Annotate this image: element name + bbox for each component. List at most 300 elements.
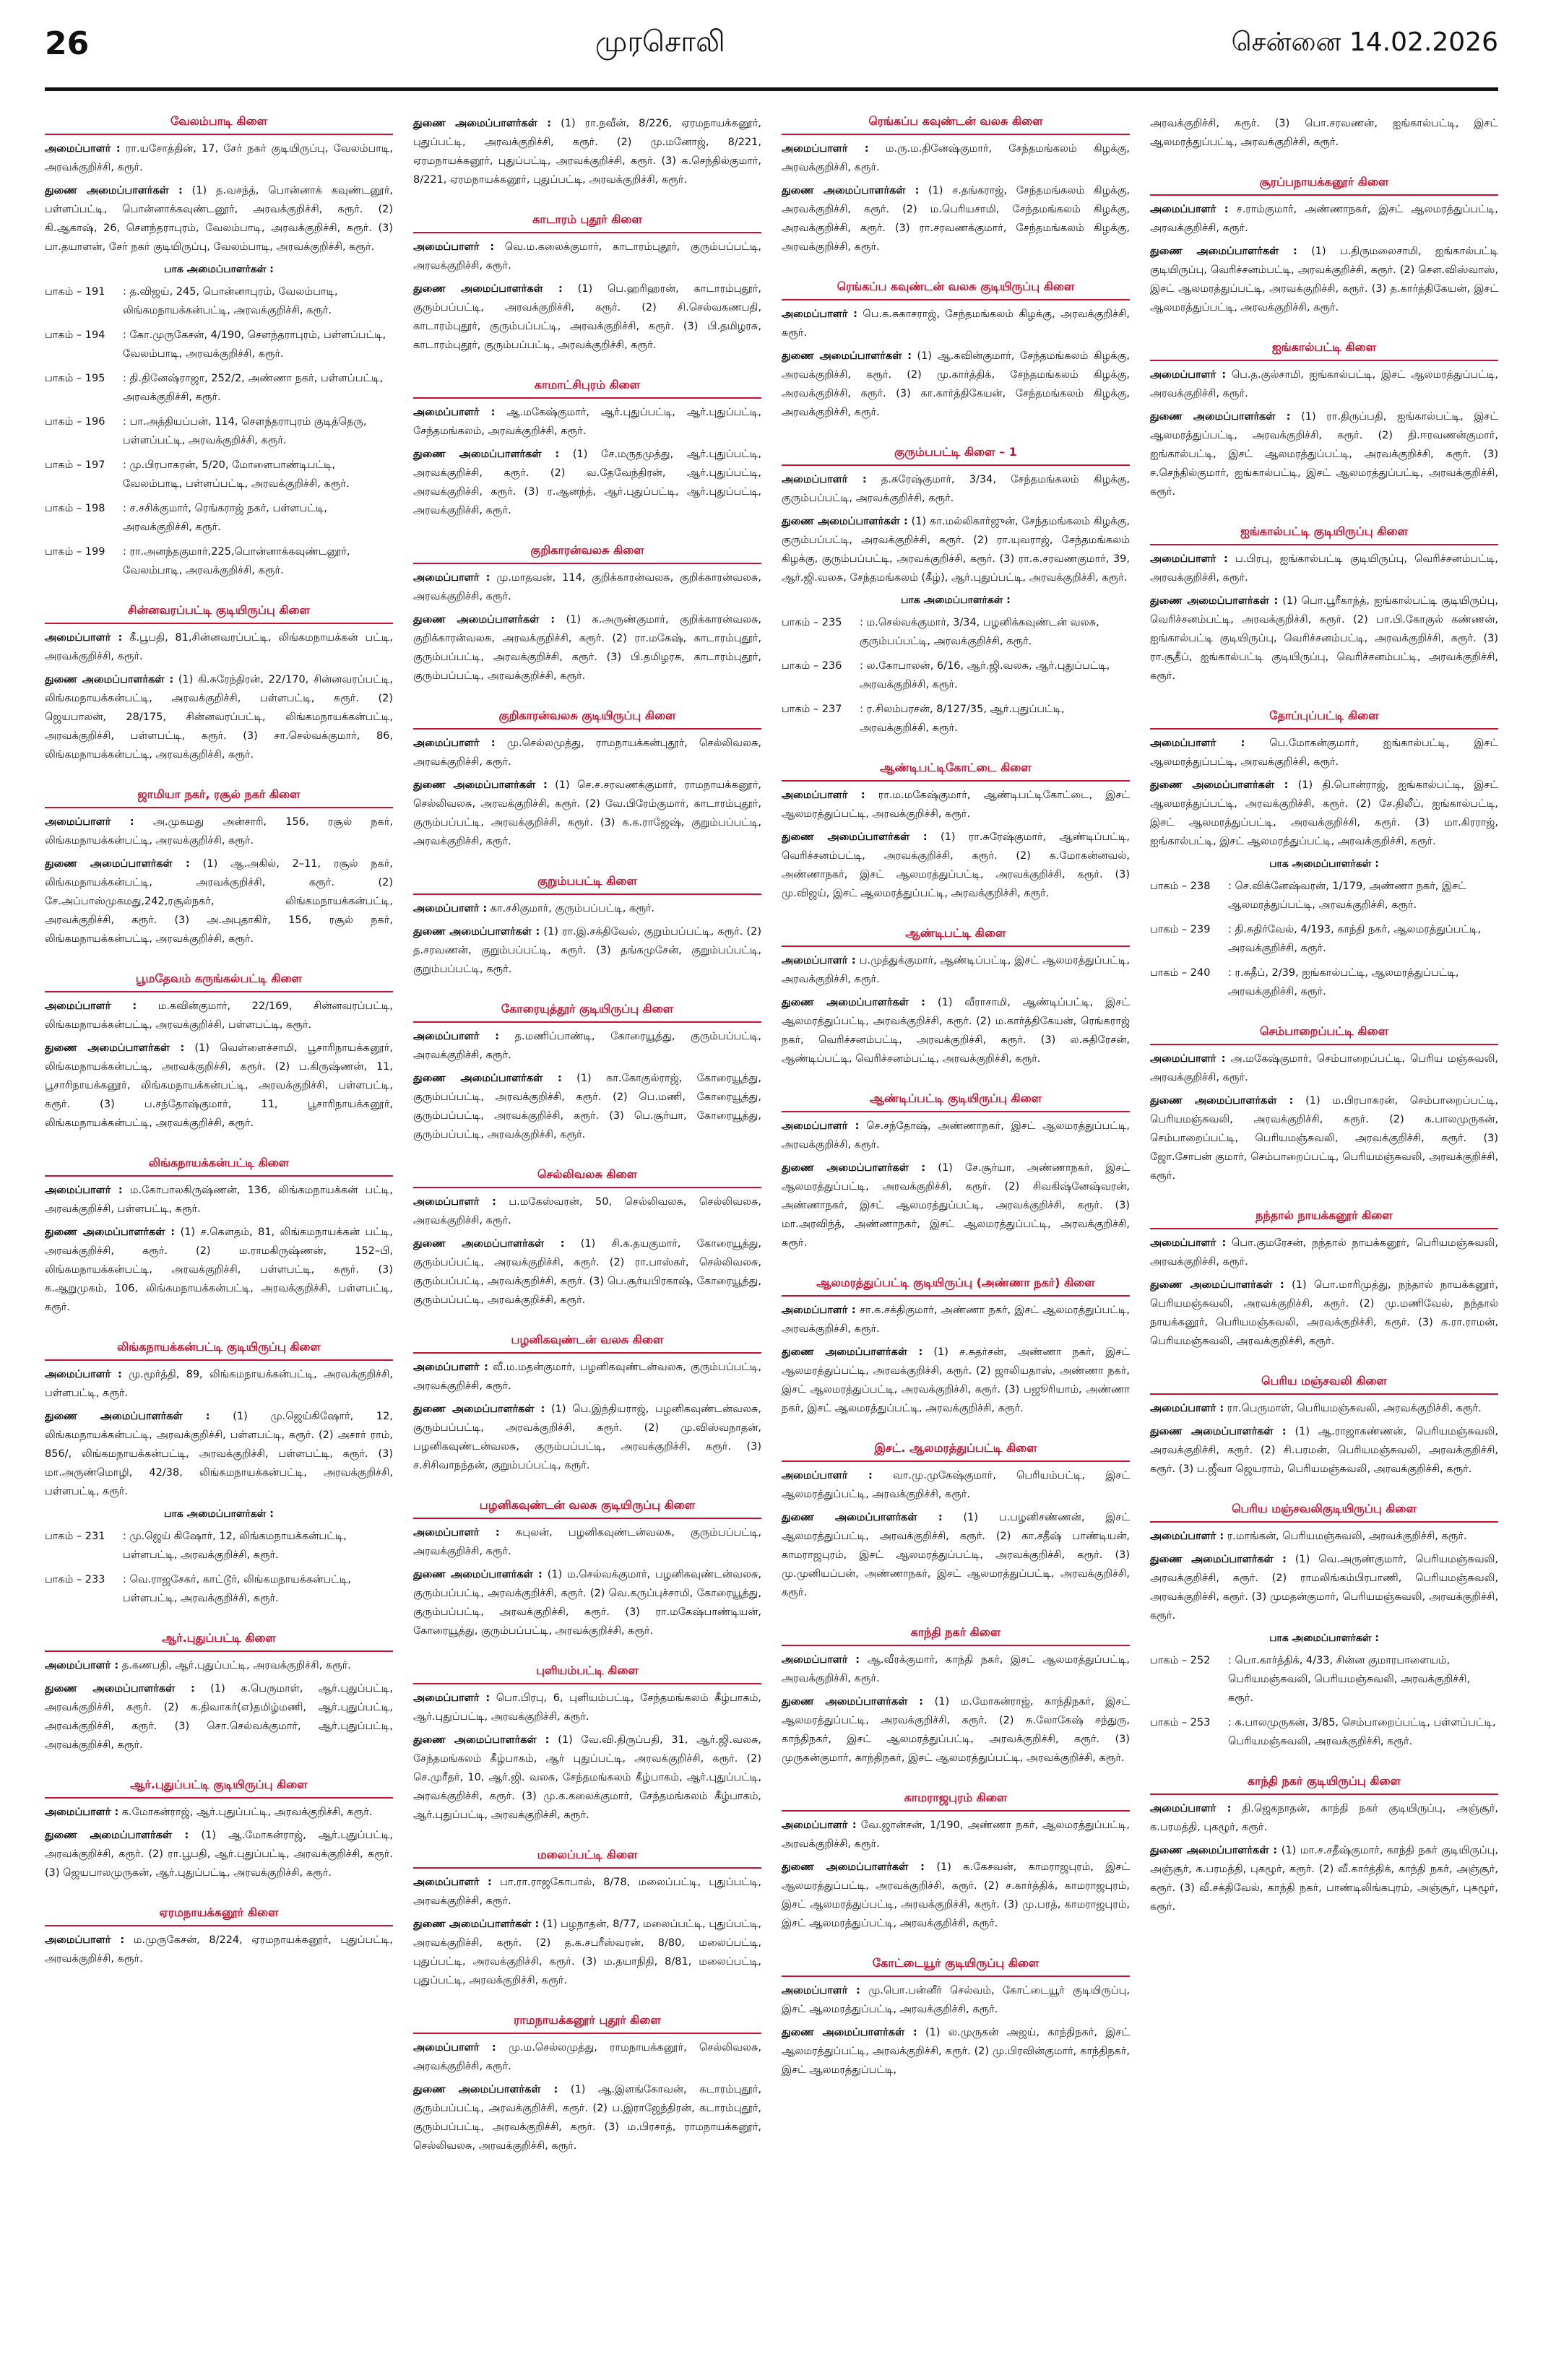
branch-paragraph [413,1358,761,1395]
branch-block [413,1328,761,1475]
role-text: (1) வெள்ளைச்சாமி, பூசாரிநாயக்கனூர், லிங்கமநாயக்கன்பட்டி, அரவக்குறிச்சி, கரூர். (2) ப.கிருஷ்ணன், 11, பூசாரிநாயக்கனூர், லிங்கமநாயக்கன்பட்டி, அரவக்குறிச்சி, பள்ளபட்டி, கரூர். (3) ப.சந்தோஷ்குமார், 11, பூசாரிநாயக்கனூர், லிங்கமநாயக்கன்பட்டி, அரவக்குறிச்சி, கரூர். [45,1042,393,1129]
branch-block [45,599,393,764]
booth-details: : தி.சுதிர்வேல், 4/193, காந்தி நகர், ஆலமரத்துப்பட்டி, அரவக்குறிச்சி, கரூர். [1228,924,1482,954]
role-label: துணை அமைப்பாளர்கள் : [1150,1279,1284,1291]
role-label: அமைப்பாளர் : [413,1877,492,1888]
branch-paragraph [45,1656,393,1675]
role-text: க.மோகன்ராஜ், ஆர்.புதுப்பட்டி, அரவக்குறிச்சி, கரூர். [121,1806,373,1818]
booth-details: : மு.பிரபாகரன், 5/20, மோளைபாண்டிபட்டி, வேலம்பாடி, பள்ளப்பட்டி, அரவக்குறிச்சி, கரூர். [123,459,350,490]
booth-number: பாகம் – 236 [782,660,842,672]
role-text: த.சுரேஷ்குமார், 3/34, சேந்தமங்கலம் கிழக்கு, குரும்பப்பட்டி, அரவக்குறிச்சி, கரூர். [782,474,1130,504]
role-label: துணை அமைப்பாளர்கள் : [45,1226,176,1238]
role-text: ப.மகேஸ்வரன், 50, செல்லிவலசு, செல்லிவலசு, அரவக்குறிச்சி, கரூர். [413,1196,761,1226]
branch-title: குறிகாரன்வலசு கிளை [413,539,761,564]
section-subheading: பாக அமைப்பாளர்கள் : [164,264,274,275]
branch-paragraph [413,114,761,189]
branch-paragraph [413,899,761,918]
booth-row [45,369,393,407]
branch-paragraph [45,670,393,764]
role-text: ப.பிரபு, ஐங்கால்பட்டி குடியிருப்பு, வெரிச்சனம்பட்டி, அரவக்குறிச்சி, கரூர். [1150,553,1498,584]
branch-title: ஆர்.புதுப்பட்டி கிளை [45,1627,393,1652]
branch-block [413,870,761,979]
role-text: பொ.குமரேசன், நந்தால் நாயக்கனூர், பெரியமஞ்சுவலி, அரவக்குறிச்சி, கரூர். [1150,1237,1498,1268]
role-text: (1) மா.ச.சதீஷ்குமார், காந்தி நகர் குடியிருப்பு, அஞ்சூர், க.பரமத்தி, புகழூர், கரூர். (2) வீ.கார்த்திக், காந்தி நகர், அஞ்சூர், கரூர். (3) வீ.சக்திவேல், காந்தி நகர், பாண்டிலிங்கபுரம், அஞ்சூர், புகழூர், கரூர். [1150,1845,1498,1913]
role-label: அமைப்பாளர் : [413,1692,490,1704]
role-label: அமைப்பாளர் : [782,1120,860,1132]
branch-block [782,1621,1130,1767]
branch-paragraph [1150,1422,1498,1479]
branch-block [45,1151,393,1317]
branch-paragraph [1150,1276,1498,1351]
booth-row [782,700,1130,737]
role-text: (1) பெ.ஹரிஹரன், காடாரம்புதூர், குரும்பப்பட்டி, அரவக்குறிச்சி, கரூர். (2) சி.செல்வகணபதி, காடாரம்புதூர், குரும்பப்பட்டி, அரவக்குறிச்சி, கரூர். (3) பி.தமிழரசு, காடாரம்புதூர், குரும்பப்பட்டி, அரவக்குறிச்சி, கரூர். [413,283,761,351]
role-label: துணை அமைப்பாளர்கள் : [782,831,928,843]
branch-paragraph [413,1689,761,1726]
booth-row [1150,877,1498,914]
role-label: துணை அமைப்பாளர்கள் : [413,614,556,626]
role-label: துணை அமைப்பாளர்கள் : [782,2027,917,2038]
branch-paragraph [413,1873,761,1911]
branch-paragraph [782,786,1130,823]
branch-paragraph [782,139,1130,177]
role-text: (1) க.பெருமாள், ஆர்.புதுப்பட்டி, அரவக்குறிச்சி, கரூர். (2) க.திவாகர்(எ)தமிழ்மணி, ஆர்.புதுப்பட்டி, அரவக்குறிச்சி, கரூர். (3) சொ.செல்வக்குமார், ஆர்.புதுப்பட்டி, அரவக்குறிச்சி, கரூர். [45,1683,393,1751]
branch-block [413,373,761,520]
role-label: அமைப்பாளர் : [45,1185,123,1196]
role-label: துணை அமைப்பாளர்கள் : [1150,779,1289,791]
branch-title: ஐங்கால்பட்டி குடியிருப்பு கிளை [1150,520,1498,545]
role-text: வெ.ம.கலைக்குமார், காடாரம்புதூர், குரும்பப்பட்டி, அரவக்குறிச்சி, கரூர். [413,241,761,272]
branch-paragraph [782,1117,1130,1154]
role-text: அ.முகமது அன்சாரி, 156, ரசூல் நகர், லிங்கமநாயக்கன்பட்டி, அரவக்குறிச்சி, கரூர். [45,816,393,847]
role-label: துணை அமைப்பாளர்கள் : [413,118,552,129]
branch-block [413,1843,761,1990]
branch-title: மலைப்பட்டி கிளை [413,1843,761,1869]
section-subheading: பாக அமைப்பாளர்கள் : [1269,1632,1379,1644]
role-label: அமைப்பாளர் : [413,737,496,749]
role-text: (1) ச.தங்கராஜ், சேந்தமங்கலம் கிழக்கு, அரவக்குறிச்சி, கரூர். (2) ம.பெரியசாமி, சேந்தமங்கலம் கிழக்கு, அரவக்குறிச்சி, கரூர். (3) ரா.சரவணக்குமார், சேந்தமங்கலம் கிழக்கு, அரவக்குறிச்சி, கரூர். [782,185,1130,253]
booth-number: பாகம் – 199 [45,546,105,558]
role-label: துணை அமைப்பாளர்கள் : [1150,1845,1278,1856]
role-text: ம.ரு.ம.தினேஷ்குமார், சேந்தமங்கலம் கிழக்கு, அரவக்குறிச்சி, கரூர். [782,143,1130,173]
branch-title: பெரிய மஞ்சவலிகுடியிருப்பு கிளை [1150,1497,1498,1523]
role-label: துணை அமைப்பாளர்கள் : [413,1073,562,1084]
branch-paragraph [413,1523,761,1561]
role-label: அமைப்பாளர் : [45,1369,122,1380]
branch-title: காமாட்சிபுரம் கிளை [413,373,761,399]
booth-details: : பொ.கார்த்திக், 4/33, சின்ன குமாரபாளையம், பெரியமஞ்சுவலி, பெரியமஞ்சுவலி, அரவக்குறிச்சி, கரூர். [1228,1655,1471,1704]
booth-number: பாகம் – 252 [1150,1655,1211,1666]
column-1 [45,110,393,2353]
branch-paragraph [1150,1550,1498,1625]
role-text: பெ.த.குல்சாமி, ஐங்கால்பட்டி, இசட் ஆலமரத்துப்பட்டி, அரவக்குறிச்சி, கரூர். [1150,369,1498,399]
role-text: (1) பெ.இந்தியராஜ், பழனிகவுண்டன்வலசு, குரும்பப்பட்டி, அரவக்குறிச்சி, கரூர். (2) மு.விஸ்வநாதன், பழனிகவுண்டன்வலசு, குரும்பப்பட்டி, அரவக்குறிச்சி, கரூர். (3) ச.சிசிவாநந்தன், குறும்பப்பட்டி, கரூர். [413,1403,761,1471]
branch-title: காந்தி நகர் குடியிருப்பு கிளை [1150,1770,1498,1795]
role-label: துணை அமைப்பாளர்கள் : [1150,246,1297,257]
branch-title: கோரையுத்தூர் குடியிருப்பு கிளை [413,998,761,1023]
branch-block [1150,1020,1498,1185]
page-number: 26 [45,25,90,62]
branch-block [413,208,761,355]
role-text: பொ.பிரபு, 6, புளியம்பட்டி, சேந்தமங்கலம் கீழ்பாகம், ஆர்.புதுப்பட்டி, அரவக்குறிச்சி, கரூர். [413,1692,761,1723]
branch-paragraph [782,1466,1130,1504]
booth-row [45,282,393,320]
booth-details: : ரா.அனந்தகுமார்,225,பொன்னாக்கவுண்டனூர், வேலம்பாடி, அரவக்குறிச்சி, கரூர். [123,546,350,576]
branch-paragraph [1150,1091,1498,1185]
branch-paragraph [45,813,393,850]
branch-block [1150,1369,1498,1479]
role-text: (1) ஆ.அகில், 2–11, ரசூல் நகர், லிங்கமநாயக்கன்பட்டி, அரவக்குறிச்சி, கரூர். (2) சே.அப்பாஸ்முகமது,242,ரசூல்நகர், லிங்கமநாயக்கன்பட்டி, அரவக்குறிச்சி, கரூர். (3) அ.அபுதாகிர், 156, ரசூல் நகர், லிங்கமநாயக்கன்பட்டி, அரவக்குறிச்சி, கரூர். [45,858,393,945]
branch-title: சூரப்பநாயக்கனூர் கிளை [1150,170,1498,196]
branch-block [782,922,1130,1068]
role-text: (1) ல.முருகன் அஜய், காந்திநகர், இசட் ஆலமரத்துப்பட்டி, அரவக்குறிச்சி, கரூர். (2) மு.பிரவின்குமார், காந்திநகர், இசட் ஆலமரத்துப்பட்டி, [782,2027,1130,2076]
branch-title: ஆண்டிப்பட்டி குடியிருப்பு கிளை [782,1087,1130,1112]
branch-paragraph [1150,114,1498,152]
booth-details: : ல.கோபாலன், 6/16, ஆர்.ஜி.வலசு, ஆர்.புதுப்பட்டி, அரவக்குறிச்சி, கரூர். [860,660,1110,691]
section-subheading: பாக அமைப்பாளர்கள் : [901,594,1011,606]
branch-block [45,967,393,1133]
role-text: (1) ச.சுதர்சன், அண்ணா நகர், இசட் ஆலமரத்துப்பட்டி, அரவக்குறிச்சி, கரூர். (2) ஜாலியதாஸ், அண்ணா நகர், இசட் ஆலமரத்துப்பட்டி, அரவக்குறிச்சி, கரூர். (3) பஜூரியாம், அண்ணா நகர், இசட் ஆலமரத்துப்பட்டி, அரவக்குறிச்சி, கரூர். [782,1346,1130,1414]
booth-details: : கோ.முருகேசன், 4/190, சௌந்தராபுரம், பள்ளப்பட்டி, வேலம்பாடி, அரவக்குறிச்சி, கரூர். [123,329,386,360]
branch-paragraph [1150,550,1498,587]
branch-block [413,2009,761,2155]
role-text: (1) சே.மருதமுத்து, ஆர்.புதுப்பட்டி, அரவக்குறிச்சி, கரூர். (2) வ.தேவேந்திரன், ஆர்.புதுப்பட்டி, அரவக்குறிச்சி, கரூர். (3) ர.ஆனந்த், ஆர்.புதுப்பட்டி, ஆர்.புதுப்பட்டி, அரவக்குறிச்சி, கரூர். [413,449,761,516]
role-text: (1) ம.மோகன்ராஜ், காந்திநகர், இசட் ஆலமரத்துப்பட்டி, அரவக்குறிச்சி, கரூர். (2) சு.லோகேஷ் சந்துரு, காந்திநகர், இசட் ஆலமரத்துப்பட்டி, அரவக்குறிச்சி, கரூர். (3) முருகன்குமார், காந்திநகர், இசட் ஆலமரத்துப்பட்டி, அரவக்குறிச்சி, கரூர். [782,1696,1130,1764]
branch-title: நந்தால் நாயக்கனூர் கிளை [1150,1204,1498,1229]
role-text: (1) ப.பழனிசண்ணன், இசட் ஆலமரத்துப்பட்டி, அரவக்குறிச்சி, கரூர். (2) கா.சதீஷ் பாண்டியன், காமராஜபுரம், இசட் ஆலமரத்துப்பட்டி, அரவக்குறிச்சி, கரூர். (3) மு.முனியப்பன், அண்ணாநகர், இசட் ஆலமரத்துப்பட்டி, அரவக்குறிச்சி, கரூர். [782,1512,1130,1598]
role-text: (1) ஆ.கவின்குமார், சேந்தமங்கலம் கிழக்கு, அரவக்குறிச்சி, கரூர். (2) மு.கார்த்திக், சேந்தமங்கலம் கிழக்கு, அரவக்குறிச்சி, கரூர். (3) கா.கார்த்திகேயன், சேந்தமங்கலம் கிழக்கு, அரவக்குறிச்சி, கரூர். [782,350,1130,418]
branch-title: கோட்டையூர் குடியிருப்பு கிளை [782,1952,1130,1977]
role-label: அமைப்பாளர் : [782,143,869,155]
branch-block [1150,114,1498,152]
branch-block [413,704,761,851]
role-text: (1) த.வசந்த், பொன்னாக் கவுண்டனூர், பள்ளப்பட்டி, பொன்னாக்கவுண்டனூர், அரவக்குறிச்சி, கரூர். (2) கி.ஆகாஷ், 26, சௌந்தராபுரம், வேலம்பாடி, அரவக்குறிச்சி, கரூர். (3) பா.தயாளன், சேர் நகர் குடியிருப்பு, வேலம்பாடி, அரவக்குறிச்சி, கரூர். [45,185,393,253]
branch-title: காமராஜபுரம் கிளை [782,1786,1130,1812]
branch-paragraph [782,828,1130,903]
role-text: ஆ.வீரக்குமார், காந்தி நகர், இசட் ஆலமரத்துப்பட்டி, அரவக்குறிச்சி, கரூர். [782,1654,1130,1684]
branch-title: இசட். ஆலமரத்துப்பட்டி கிளை [782,1437,1130,1462]
role-text: (1) வீராசாமி, ஆண்டிப்பட்டி, இசட் ஆலமரத்துப்பட்டி, அரவக்குறிச்சி, கரூர். (2) ம.கார்த்திகேயன், ரெங்கராஜ் நகர், வெரிச்சனம்பட்டி, அரவக்குறிச்சி, கரூர். (3) ல.சுதிரேசன், ஆண்டிப்பட்டி, வெரிச்சனம்பட்டி, அரவக்குறிச்சி, கரூர். [782,997,1130,1065]
role-label: துணை அமைப்பாளர்கள் : [1150,1554,1287,1565]
branch-paragraph [782,1159,1130,1252]
branch-title: பழனிகவுண்டன் வலசு கிளை [413,1328,761,1354]
booth-number: பாகம் – 231 [45,1531,105,1542]
role-text: கீ.பூபதி, 81,சின்னவரப்பட்டி, லிங்கமநாயக்கன் பட்டி, அரவக்குறிச்சி, கரூர். [45,632,393,662]
branch-block [413,114,761,189]
booth-number: பாகம் – 196 [45,416,105,428]
role-label: அமைப்பாளர் : [1150,204,1229,215]
role-label: அமைப்பாளர் : [413,407,496,418]
branch-paragraph [45,1826,393,1882]
branch-block [413,539,761,685]
role-label: துணை அமைப்பாளர்கள் : [782,1512,943,1523]
branch-block [413,1659,761,1825]
branch-title: லிங்கநாயக்கன்பட்டி குடியிருப்பு கிளை [45,1336,393,1361]
branch-paragraph [45,628,393,666]
branch-block [782,1786,1130,1933]
branch-paragraph [1150,1234,1498,1271]
role-text: த.கணபதி, ஆர்.புதுப்பட்டி, அரவக்குறிச்சி, கரூர். [121,1660,351,1671]
role-label: அமைப்பாளர் : [45,1806,119,1818]
branch-title: குறும்பபட்டி கிளை [413,870,761,895]
booth-details: : வெ.ராஜசேகர், காட்டூர், லிங்கமநாயக்கன்பட்டி, பள்ளபட்டி, அரவக்குறிச்சி, கரூர். [123,1574,351,1604]
branch-paragraph [413,280,761,355]
branch-paragraph [413,1193,761,1230]
branch-block [1150,704,1498,1001]
branch-paragraph [1150,1799,1498,1837]
booth-details: : தி.தினேஷ்ராஜா, 252/2, அண்ணா நகர், பள்ளப்பட்டி, அரவக்குறிச்சி, கரூர். [123,373,384,403]
booth-row [45,499,393,537]
role-text: த.மணிப்பாண்டி, கோரையூத்து, குரும்பப்பட்டி, அரவக்குறிச்சி, கரூர். [413,1031,761,1061]
branch-title: பெரிய மஞ்சவலி கிளை [1150,1369,1498,1395]
branch-paragraph [782,347,1130,422]
column-3 [782,110,1130,2353]
branch-paragraph [1150,365,1498,403]
branch-title: ஆண்டிபட்டி கிளை [782,922,1130,947]
role-text: (1) ரா.நவீன், 8/226, ஏரமநாயக்கனூர், புதுப்பட்டி, அரவக்குறிச்சி, கரூர். (2) மு.மனோஜ், 8/221, ஏரமநாயக்கனூர், புதுப்பட்டி, அரவக்குறிச்சி, கரூர். (3) க.செந்தில்குமார், 8/221, ஏரமநாயக்கனூர், புதுப்பட்டி, அரவக்குறிச்சி, கரூர். [413,118,761,186]
booth-number: பாகம் – 240 [1150,967,1211,979]
branch-title: குரும்பபட்டி கிளை – 1 [782,441,1130,466]
booth-details: : ர.சிலம்பரசன், 8/127/35, ஆர்.புதுப்பட்டி, அரவக்குறிச்சி, கரூர். [860,704,1065,734]
booth-details: : ர.சுதீப், 2/39, ஐங்கால்பட்டி, ஆலமரத்துப்பட்டி, அரவக்குறிச்சி, கரூர். [1228,967,1459,998]
role-text: (1) கா.கோகுல்ராஜ், கோரையூத்து, குரும்பப்பட்டி, அரவக்குறிச்சி, கரூர். (2) பெ.மணி, கோரையூத்து, குரும்பப்பட்டி, அரவக்குறிச்சி, கரூர். (3) பெ.சூர்யா, கோரையூத்து, குரும்பப்பட்டி, அரவக்குறிச்சி, கரூர். [413,1073,761,1141]
role-label: துணை அமைப்பாளர்கள் : [45,858,190,870]
role-text: (1) மு.ஜெய்கிஷோர், 12, லிங்கமநாயக்கன்பட்டி, அரவக்குறிச்சி, பள்ளபட்டி, கரூர். (2) அசார் ராம், 856/, லிங்கமநாயக்கன்பட்டி, அரவக்குறிச்சி, பள்ளபட்டி, கரூர். (3) மா.அருண்மொழி, 42/38, லிங்கமநாயக்கன்பட்டி, அரவக்குறிச்சி, பள்ளபட்டி, கரூர். [45,1411,393,1497]
role-label: துணை அமைப்பாளர்கள் : [782,350,912,362]
role-label: அமைப்பாளர் : [413,1031,500,1042]
newspaper-name: முரசொலி [595,25,725,59]
branch-paragraph [413,1234,761,1310]
branch-paragraph [782,2023,1130,2080]
branch-block [45,110,393,580]
role-text: மு.மாதவன், 114, குறிக்காரன்வலசு, குறிக்காரன்வலசு, அரவக்குறிச்சி, கரூர். [413,572,761,602]
booth-row [45,1570,393,1608]
branch-paragraph [413,1400,761,1475]
role-label: துணை அமைப்பாளர்கள் : [413,2084,558,2095]
branch-paragraph [413,1565,761,1640]
branch-paragraph [782,181,1130,256]
role-label: அமைப்பாளர் : [45,816,134,828]
branch-title: தோப்புப்பட்டி கிளை [1150,704,1498,730]
branch-paragraph [45,1407,393,1501]
branch-paragraph [1150,1399,1498,1418]
booth-row [782,613,1130,651]
role-label: அமைப்பாளர் : [1150,737,1245,749]
branch-title: ரெங்கப்ப கவுண்டன் வலசு குடியிருப்பு கிளை [782,275,1130,300]
role-text: ரா.யசோத்தின், 17, சேர் நகர் குடியிருப்பு, வேலம்பாடி, அரவக்குறிச்சி, கரூர். [45,143,393,173]
branch-paragraph [413,568,761,606]
booth-row [1150,920,1498,958]
edition-date: சென்னை 14.02.2026 [1231,27,1498,57]
role-label: துணை அமைப்பாளர்கள் : [1150,1095,1294,1107]
branch-block [1150,336,1498,501]
branch-block [413,998,761,1144]
role-text: (1) ஆ.இளங்கோவன், கடாரம்புதூர், குரும்பப்பட்டி, அரவக்குறிச்சி, கரூர். (2) ப.இராஜேந்திரன், கடாரம்புதூர், குரும்பப்பட்டி, அரவக்குறிச்சி, கரூர். (3) ம.பிரசாத், ராமநாயக்கனூர், செல்லிவலசு, அரவக்குறிச்சி, கரூர். [413,2084,761,2152]
branch-paragraph [1150,1527,1498,1546]
role-label: அமைப்பாளர் : [782,1985,860,1996]
role-text: வா.மு.முகேஷ்குமார், பெரியம்பட்டி, இசட் ஆலமரத்துப்பட்டி, அரவக்குறிச்சி, கரூர். [782,1470,1130,1500]
booth-number: பாகம் – 191 [45,286,105,298]
branch-paragraph [782,512,1130,587]
role-label: அமைப்பாளர் : [45,1000,137,1012]
booth-details: : மு.ஜெய் கிஷோர், 12, லிங்கமநாயக்கன்பட்டி, பள்ளபட்டி, அரவக்குறிச்சி, கரூர். [123,1531,347,1561]
section-subheading: பாக அமைப்பாளர்கள் : [164,1508,274,1520]
branch-paragraph [413,2080,761,2155]
branch-paragraph [782,1650,1130,1688]
branch-block [782,1271,1130,1418]
branch-paragraph [45,139,393,177]
branch-paragraph [782,1858,1130,1933]
branch-title: காந்தி நகர் கிளை [782,1621,1130,1646]
role-label: அமைப்பாளர் : [413,1362,488,1373]
role-label: அமைப்பாளர் : [413,241,495,253]
branch-title: புளியம்பட்டி கிளை [413,1659,761,1684]
branch-title: செல்லிவலசு கிளை [413,1163,761,1188]
role-label: துணை அமைப்பாளர்கள் : [1150,411,1291,423]
role-text: ரா.பெருமாள், பெரியமஞ்சுவலி, அரவக்குறிச்சி, கரூர். [1227,1403,1482,1414]
branch-block [782,1437,1130,1602]
branch-block [1150,1497,1498,1751]
branch-block [1150,520,1498,685]
role-label: துணை அமைப்பாளர்கள் : [413,1403,545,1415]
role-text: (1) ம.பிரபாகரன், செம்பாறைப்பட்டி, பெரியமஞ்சுவலி, அரவக்குறிச்சி, கரூர். (2) க.பாலமுருகன், செம்பாறைப்பட்டி, பெரியமஞ்சுவலி, அரவக்குறிச்சி, கரூர். (3) ஜோ.சோபன் குமார், செம்பாறைப்பட்டி, பெரியமஞ்சுவலி, அரவக்குறிச்சி, கரூர். [1150,1095,1498,1182]
branch-paragraph [413,1027,761,1065]
role-text: பெ.க.சுகாசராஜ், சேந்தமங்கலம் கிழக்கு, அரவக்குறிச்சி, கரூர். [782,308,1130,339]
booth-details: : பா.அத்தியப்பன், 114, சௌந்தராபுரம் குடித்தெரு, பள்ளப்பட்டி, அரவக்குறிச்சி, கரூர். [123,416,367,446]
role-text: (1) வே.வி.திருப்பதி, 31, ஆர்.ஜி.வலசு, சேந்தமங்கலம் கீழ்பாகம், ஆர் புதுப்பட்டி, அரவக்குறிச்சி, கரூர். (2) செ.முரீதர், 10, ஆர்.ஜி. வலசு, சேந்தமங்கலம் கீழ்பாகம், ஆர்.புதுப்பட்டி, அரவக்குறிச்சி, கரூர். (3) மு.க.கலைக்குமார், சேந்தமங்கலம் கீழ்பாகம், ஆர்.புதுப்பட்டி, அரவக்குறிச்சி, கரூர். [413,1734,761,1821]
branch-title: பூமதேவம் கருங்கல்பட்டி கிளை [45,967,393,992]
role-label: துணை அமைப்பாளர்கள் : [782,1696,924,1708]
branch-block [1150,170,1498,317]
role-text: (1) சே.சூர்யா, அண்ணாநகர், இசட் ஆலமரத்துப்பட்டி, அரவக்குறிச்சி, கரூர். (2) சிவகிஷ்னேஷ்வரன், அண்ணாநகர், இசட் ஆலமரத்துப்பட்டி, அரவக்குறிச்சி, கரூர். (3) மா.அரவிந்த், அண்ணாநகர், இசட் ஆலமரத்துப்பட்டி, அரவக்குறிச்சி, கரூர். [782,1162,1130,1249]
role-text: ஆ.மகேஷ்குமார், ஆர்.புதுப்பட்டி, ஆர்.புதுப்பட்டி, சேந்தமங்கலம், அரவக்குறிச்சி, கரூர். [413,407,761,437]
role-text: சா.க.சக்திகுமார், அண்ணா நகர், இசட் ஆலமரத்துப்பட்டி, அரவக்குறிச்சி, கரூர். [782,1304,1130,1335]
role-text: ப.முத்துக்குமார், ஆண்டிப்பட்டி, இசட் ஆலமரத்துப்பட்டி, அரவக்குறிச்சி, கரூர். [782,955,1130,985]
branch-paragraph [45,997,393,1034]
role-label: அமைப்பாளர் : [413,572,490,584]
branch-paragraph [782,1816,1130,1853]
branch-title: பழனிகவுண்டன் வலசு குடியிருப்பு கிளை [413,1494,761,1519]
branch-paragraph [413,1915,761,1990]
role-label: அமைப்பாளர் : [782,1654,860,1666]
role-label: அமைப்பாளர் : [413,1527,500,1539]
role-label: அமைப்பாளர் : [782,1819,857,1831]
branch-block [45,1901,393,1968]
role-label: துணை அமைப்பாளர்கள் : [45,674,174,685]
branch-paragraph [45,1223,393,1317]
branch-paragraph [782,1343,1130,1418]
booth-row [1150,1713,1498,1751]
column-4 [1150,110,1498,2353]
branch-paragraph [413,1069,761,1144]
role-label: அமைப்பாளர் : [1150,1531,1224,1542]
role-text: மு.ம.செல்லமுத்து, ராமநாயக்கனூர், செல்லிவலசு, அரவக்குறிச்சி, கரூர். [413,2042,761,2072]
booth-row [45,456,393,493]
branch-paragraph [45,1365,393,1403]
role-label: துணை அமைப்பாளர்கள் : [413,449,560,460]
role-label: துணை அமைப்பாளர்கள் : [782,997,925,1008]
branch-title: ஆண்டிபட்டிகோட்டை கிளை [782,756,1130,782]
role-label: துணை அமைப்பாளர்கள் : [45,1411,210,1422]
booth-number: பாகம் – 195 [45,373,105,384]
role-label: அமைப்பாளர் : [45,632,123,644]
role-text: ரா.ம.மகேஷ்குமார், ஆண்டிபட்டிகோட்டை, இசட் ஆலமரத்துப்பட்டி, அரவக்குறிச்சி, கரூர். [782,789,1130,820]
role-label: துணை அமைப்பாளர்கள் : [782,1346,923,1358]
role-label: துணை அமைப்பாளர்கள் : [782,1861,925,1873]
branch-paragraph [782,951,1130,989]
role-text: (1) ரா.இ.சக்திவேல், குறும்பப்பட்டி, கரூர். (2) த.சரவணன், குறும்பப்பட்டி, கரூர். (3) தங்கமுசேன், குறும்பப்பட்டி, குறும்பப்பட்டி, கரூர். [413,926,761,975]
booth-number: பாகம் – 238 [1150,880,1211,892]
role-text: (1) தி.பொன்ராஜ், ஐங்கால்பட்டி, இசட் ஆலமரத்துப்பட்டி, அரவக்குறிச்சி, கரூர். (2) சே.திலீப், ஐங்கால்பட்டி, இசட் ஆலமரத்துப்பட்டி, அரவக்குறிச்சி, கரூர். (3) மா.கிரராஜ், ஐங்கால்பட்டி, இசட் ஆலமரத்துப்பட்டி, அரவக்குறிச்சி, கரூர். [1150,779,1498,847]
role-label: அமைப்பாளர் : [1150,1237,1227,1249]
branch-paragraph [413,2038,761,2076]
branch-paragraph [782,1508,1130,1602]
branch-block [45,1627,393,1754]
role-text: (1) க.கேசவன், காமராஜபுரம், இசட் ஆலமரத்துப்பட்டி, அரவக்குறிச்சி, கரூர். (2) ச.கார்த்திக், காமராஜபுரம், இசட் ஆலமரத்துப்பட்டி, அரவக்குறிச்சி, கரூர். (3) மு.பரத், காமராஜபுரம், இசட் ஆலமரத்துப்பட்டி, அரவக்குறிச்சி, கரூர். [782,1861,1130,1929]
role-text: பா.ரா.ராஜகோபால், 8/78, மலைப்பட்டி, புதுப்பட்டி, அரவக்குறிச்சி, கரூர். [413,1877,761,1907]
role-text: (1) ப.திருமலைசாமி, ஐங்கால்பட்டி குடியிருப்பு, வெரிச்சனம்பட்டி, அரவக்குறிச்சி, கரூர். (2) சௌ.விஸ்வாஸ், இசட் ஆலமரத்துப்பட்டி, அரவக்குறிச்சி, கரூர். (3) த.கார்த்திகேயன், இசட் ஆலமரத்துப்பட்டி, அரவக்குறிச்சி, கரூர். [1150,246,1498,313]
branch-title: ரெங்கப்ப கவுண்டன் வலசு கிளை [782,110,1130,135]
branch-block [45,1773,393,1882]
role-label: அமைப்பாளர் : [413,903,488,914]
branch-paragraph [782,470,1130,508]
branch-paragraph [413,1731,761,1825]
role-label: துணை அமைப்பாளர்கள் : [413,1734,550,1746]
role-label: துணை அமைப்பாளர்கள் : [413,1569,543,1580]
role-text: (1) ஆ.ராஜாகண்ணன், பெரியமஞ்சுவலி, அரவக்குறிச்சி, கரூர். (2) சி.பரமன், பெரியமஞ்சுவலி, அரவக்குறிச்சி, கரூர். (3) ப.ஜீவா ஜெயராம், பெரியமஞ்சுவலி, அரவக்குறிச்சி, கரூர். [1150,1426,1498,1475]
role-label: துணை அமைப்பாளர்கள் : [1150,595,1279,607]
branch-paragraph [1150,242,1498,317]
booth-number: பாகம் – 194 [45,329,105,341]
role-text: (1) ரா.திருப்பதி, ஐங்கால்பட்டி, இசட் ஆலமரத்துப்பட்டி, அரவக்குறிச்சி, கரூர். (2) தி.ஈரவணன்குமார், ஐங்கால்பட்டி, இசட் ஆலமரத்துப்பட்டி, அரவக்குறிச்சி, கரூர். (3) ச.செந்தில்குமார், ஐங்கால்பட்டி, இசட் ஆலமரத்துப்பட்டி, அரவக்குறிச்சி, கரூர். [1150,411,1498,498]
branch-paragraph [782,1981,1130,2019]
branch-paragraph [1150,776,1498,851]
branch-paragraph [413,922,761,979]
role-text: பெ.மோகன்குமார், ஐங்கால்பட்டி, இசட் ஆலமரத்துப்பட்டி, அரவக்குறிச்சி, கரூர். [1150,737,1498,768]
role-text: (1) வெ.அருண்குமார், பெரியமஞ்சுவலி, அரவக்குறிச்சி, கரூர். (2) ராமலிங்கம்பிரபாணி, பெரியமஞ்சுவலி, அரவக்குறிச்சி, கரூர். (3) முமதன்குமார், பெரியமஞ்சுவலி, அரவக்குறிச்சி, கரூர். [1150,1554,1498,1622]
branch-block [782,275,1130,422]
booth-row [45,326,393,363]
role-text: வீ.ம.மதன்குமார், பழனிகவுண்டன்வலசு, குரும்பப்பட்டி, அரவக்குறிச்சி, கரூர். [413,1362,761,1392]
role-text: வே.ஜான்சன், 1/190, அண்ணா நகர், ஆலமரத்துப்பட்டி, அரவக்குறிச்சி, கரூர். [782,1819,1130,1850]
role-text: (1) செ.ச.சரவணக்குமார், ராமநாயக்கனூர், செல்லிவலசு, அரவக்குறிச்சி, கரூர். (2) வே.பிரேம்குமார், காடாரம்புதூர், குரும்பப்பட்டி, அரவக்குறிச்சி, கரூர். (3) க.க.ராஜேஷ், குறும்பப்பட்டி, அரவக்குறிச்சி, கரூர். [413,779,761,847]
branch-block [1150,1204,1498,1351]
role-label: அமைப்பாளர் : [782,308,857,320]
branch-block [413,1163,761,1310]
role-label: அமைப்பாளர் : [413,2042,496,2054]
role-label: அமைப்பாளர் : [1150,1403,1224,1414]
branch-paragraph [413,445,761,520]
role-text: (1) ஆ.மோகன்ராஜ், ஆர்.புதுப்பட்டி, அரவக்குறிச்சி, கரூர். (2) ரா.பூபதி, ஆர்.புதுப்பட்டி, அரவக்குறிச்சி, கரூர். (3) ஜெயபாலமுருகன், ஆர்.புதுப்பட்டி, அரவக்குறிச்சி, கரூர். [45,1830,393,1879]
role-label: துணை அமைப்பாளர்கள் : [45,1042,185,1054]
role-label: துணை அமைப்பாளர்கள் : [413,926,540,938]
branch-paragraph [782,305,1130,342]
role-label: துணை அமைப்பாளர்கள் : [45,185,183,196]
role-text: செ.சந்தோஷ், அண்ணாநகர், இசட் ஆலமரத்துப்பட்டி, அரவக்குறிச்சி, கரூர். [782,1120,1130,1151]
branch-paragraph [45,1931,393,1968]
branch-paragraph [413,403,761,441]
branch-title: ஆலமரத்துப்பட்டி குடியிருப்பு (அண்ணா நகர்) கிளை [782,1271,1130,1297]
branch-title: குறிகாரன்வலசு குடியிருப்பு கிளை [413,704,761,730]
role-label: துணை அமைப்பாளர்கள் : [413,1918,540,1930]
booth-details: : ச.சசிக்குமார், ரெங்கராஜ் நகர், பள்ளபட்டி, அரவக்குறிச்சி, கரூர். [123,503,327,533]
branch-paragraph [782,1301,1130,1338]
role-text: (1) பழநாதன், 8/77, மலைப்பட்டி, புதுப்பட்டி, அரவக்குறிச்சி, கரூர். (2) த.க.சபரீஸ்வரன், 8/80, மலைப்பட்டி, புதுப்பட்டி, அரவக்குறிச்சி, கரூர். (3) ம.தயாநிதி, 8/81, மலைப்பட்டி, புதுப்பட்டி, அரவக்குறிச்சி, கரூர். [413,1918,761,1986]
booth-row [1150,964,1498,1001]
branch-block [782,1952,1130,2080]
branch-title: ராமநாயக்கனூர் புதூர் கிளை [413,2009,761,2034]
role-label: அமைப்பாளர் : [782,955,856,966]
page-header [45,0,1498,91]
